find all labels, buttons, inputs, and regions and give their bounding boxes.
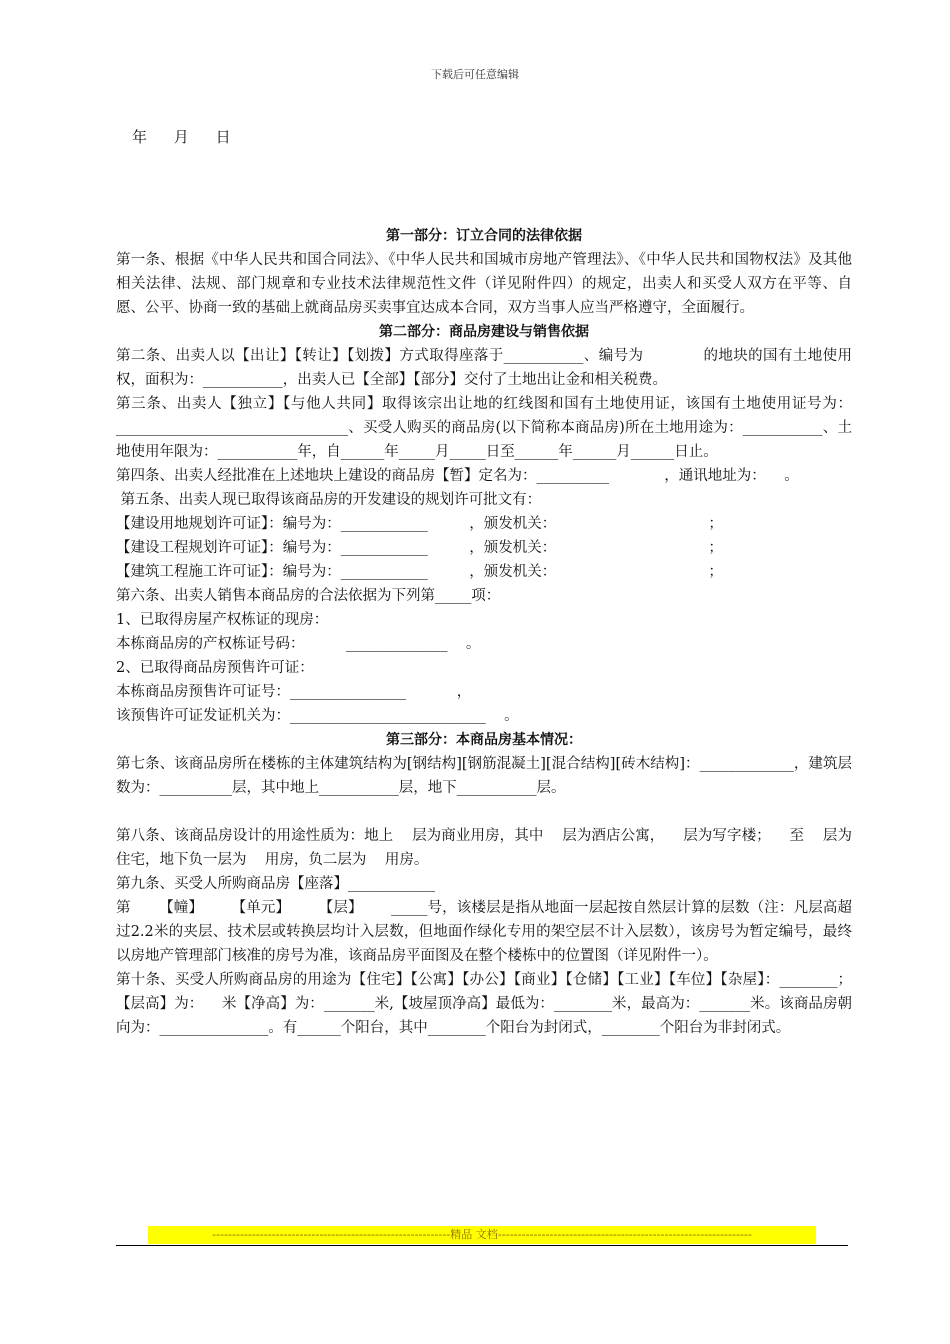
date-month: 月: [173, 128, 190, 146]
footer-banner: ------------------------------------------------------------精品 文档----------------------------------------------------------------: [148, 1226, 816, 1244]
clause-paragraph: 第五条、出卖人现已取得该商品房的开发建设的规划许可批文有：: [116, 492, 542, 508]
clause-paragraph: 第六条、出卖人销售本商品房的合法依据为下列第_____项：: [116, 588, 501, 604]
clause-paragraph: 1、已取得房屋产权栋证的现房：: [116, 612, 329, 628]
clause-paragraph: 第九条、买受人所购商品房【座落】____________: [116, 876, 435, 892]
clause-paragraph: 【建设工程规划许可证】：编号为：____________ ，颁发机关： ；: [116, 540, 723, 556]
page-header: 下载后可任意编辑: [431, 68, 519, 81]
footer-rule: [116, 1245, 848, 1246]
date-line: [132, 126, 252, 147]
clause-paragraph: 2、已取得商品房预售许可证：: [116, 660, 314, 676]
clause-paragraph: 第十条、买受人所购商品房的用途为【住宅】【公寓】【办公】【商业】【仓储】【工业】【车位】【杂屋】：________；【层高】为： 米【净高】为：_______米,【坡屋顶净高】最低为：________米，最高为：_______米。该商品房朝向为：_______________。有______个阳台，其中________个阳台为封闭式，________个阳台为非封闭式。: [116, 972, 852, 1036]
clause-paragraph: 第一条、根据《中华人民共和国合同法》、《中华人民共和国城市房地产管理法》、《中华人民共和国物权法》及其他相关法律、法规、部门规章和专业技术法律规范性文件（详见附件四）的规定，出卖人和买受人双方在平等、自愿、公平、协商一致的基础上就商品房买卖事宜达成本合同，双方当事人应当严格遵守，全面履行。: [116, 252, 852, 316]
clause-paragraph: 第四条、出卖人经批准在上述地块上建设的商品房【暂】定名为：__________ ，通讯地址为： 。: [116, 468, 799, 484]
clause-paragraph: 第二条、出卖人以【出让】【转让】【划拨】方式取得座落于___________、编号为 的地块的国有土地使用权，面积为：___________，出卖人已【全部】【部分】交付了土地出让金和相关税费。: [116, 348, 852, 388]
clause-paragraph: 【建设用地规划许可证】：编号为：____________ ，颁发机关： ；: [116, 516, 723, 532]
section-heading: 第三部分：本商品房基本情况：: [386, 732, 582, 748]
clause-paragraph: 本栋商品房预售许可证号：________________ ，: [116, 684, 472, 700]
clause-paragraph: 第三条、出卖人【独立】【与他人共同】取得该宗出让地的红线图和国有土地使用证，该国有土地使用证号为：________________________________、买受人购买的商品房(以下简称本商品房)所在土地用途为：___________、土地使用年限为：___________年，自______年_____月_____日至______年______月______日止。: [116, 396, 852, 460]
clause-paragraph: 第八条、该商品房设计的用途性质为：地上 层为商业用房，其中 层为酒店公寓， 层为写字楼； 至 层为住宅，地下负一层为 用房，负二层为 用房。: [116, 828, 852, 868]
clause-paragraph: 第七条、该商品房所在楼栋的主体建筑结构为[钢结构][钢筋混凝土][混合结构][砖木结构]：_____________，建筑层数为：__________层，其中地上___________层，地下___________层。: [116, 756, 852, 796]
date-year: 年: [132, 128, 149, 146]
clause-paragraph: 第 【幢】 【单元】 【层】 _____号，该楼层是指从地面一层起按自然层计算的层数（注：凡层高超过2.2米的夹层、技术层或转换层均计入层数，但地面作绿化专用的架空层不计入层数），该房号为暂定编号，最终以房地产管理部门核准的房号为准，该商品房平面图及在整个楼栋中的位置图（详见附件一）。: [116, 900, 852, 964]
clause-paragraph: 该预售许可证发证机关为：___________________________ 。: [116, 708, 519, 724]
clause-paragraph: 本栋商品房的产权栋证号码： ______________ 。: [116, 636, 481, 652]
date-day: 日: [215, 128, 232, 146]
section-heading: 第二部分：商品房建设与销售依据: [379, 324, 589, 340]
section-heading: 第一部分：订立合同的法律依据: [386, 228, 582, 244]
contract-body: [116, 224, 852, 1040]
blank-line: [116, 800, 852, 824]
clause-paragraph: 【建筑工程施工许可证】：编号为：____________ ，颁发机关： ；: [116, 564, 723, 580]
